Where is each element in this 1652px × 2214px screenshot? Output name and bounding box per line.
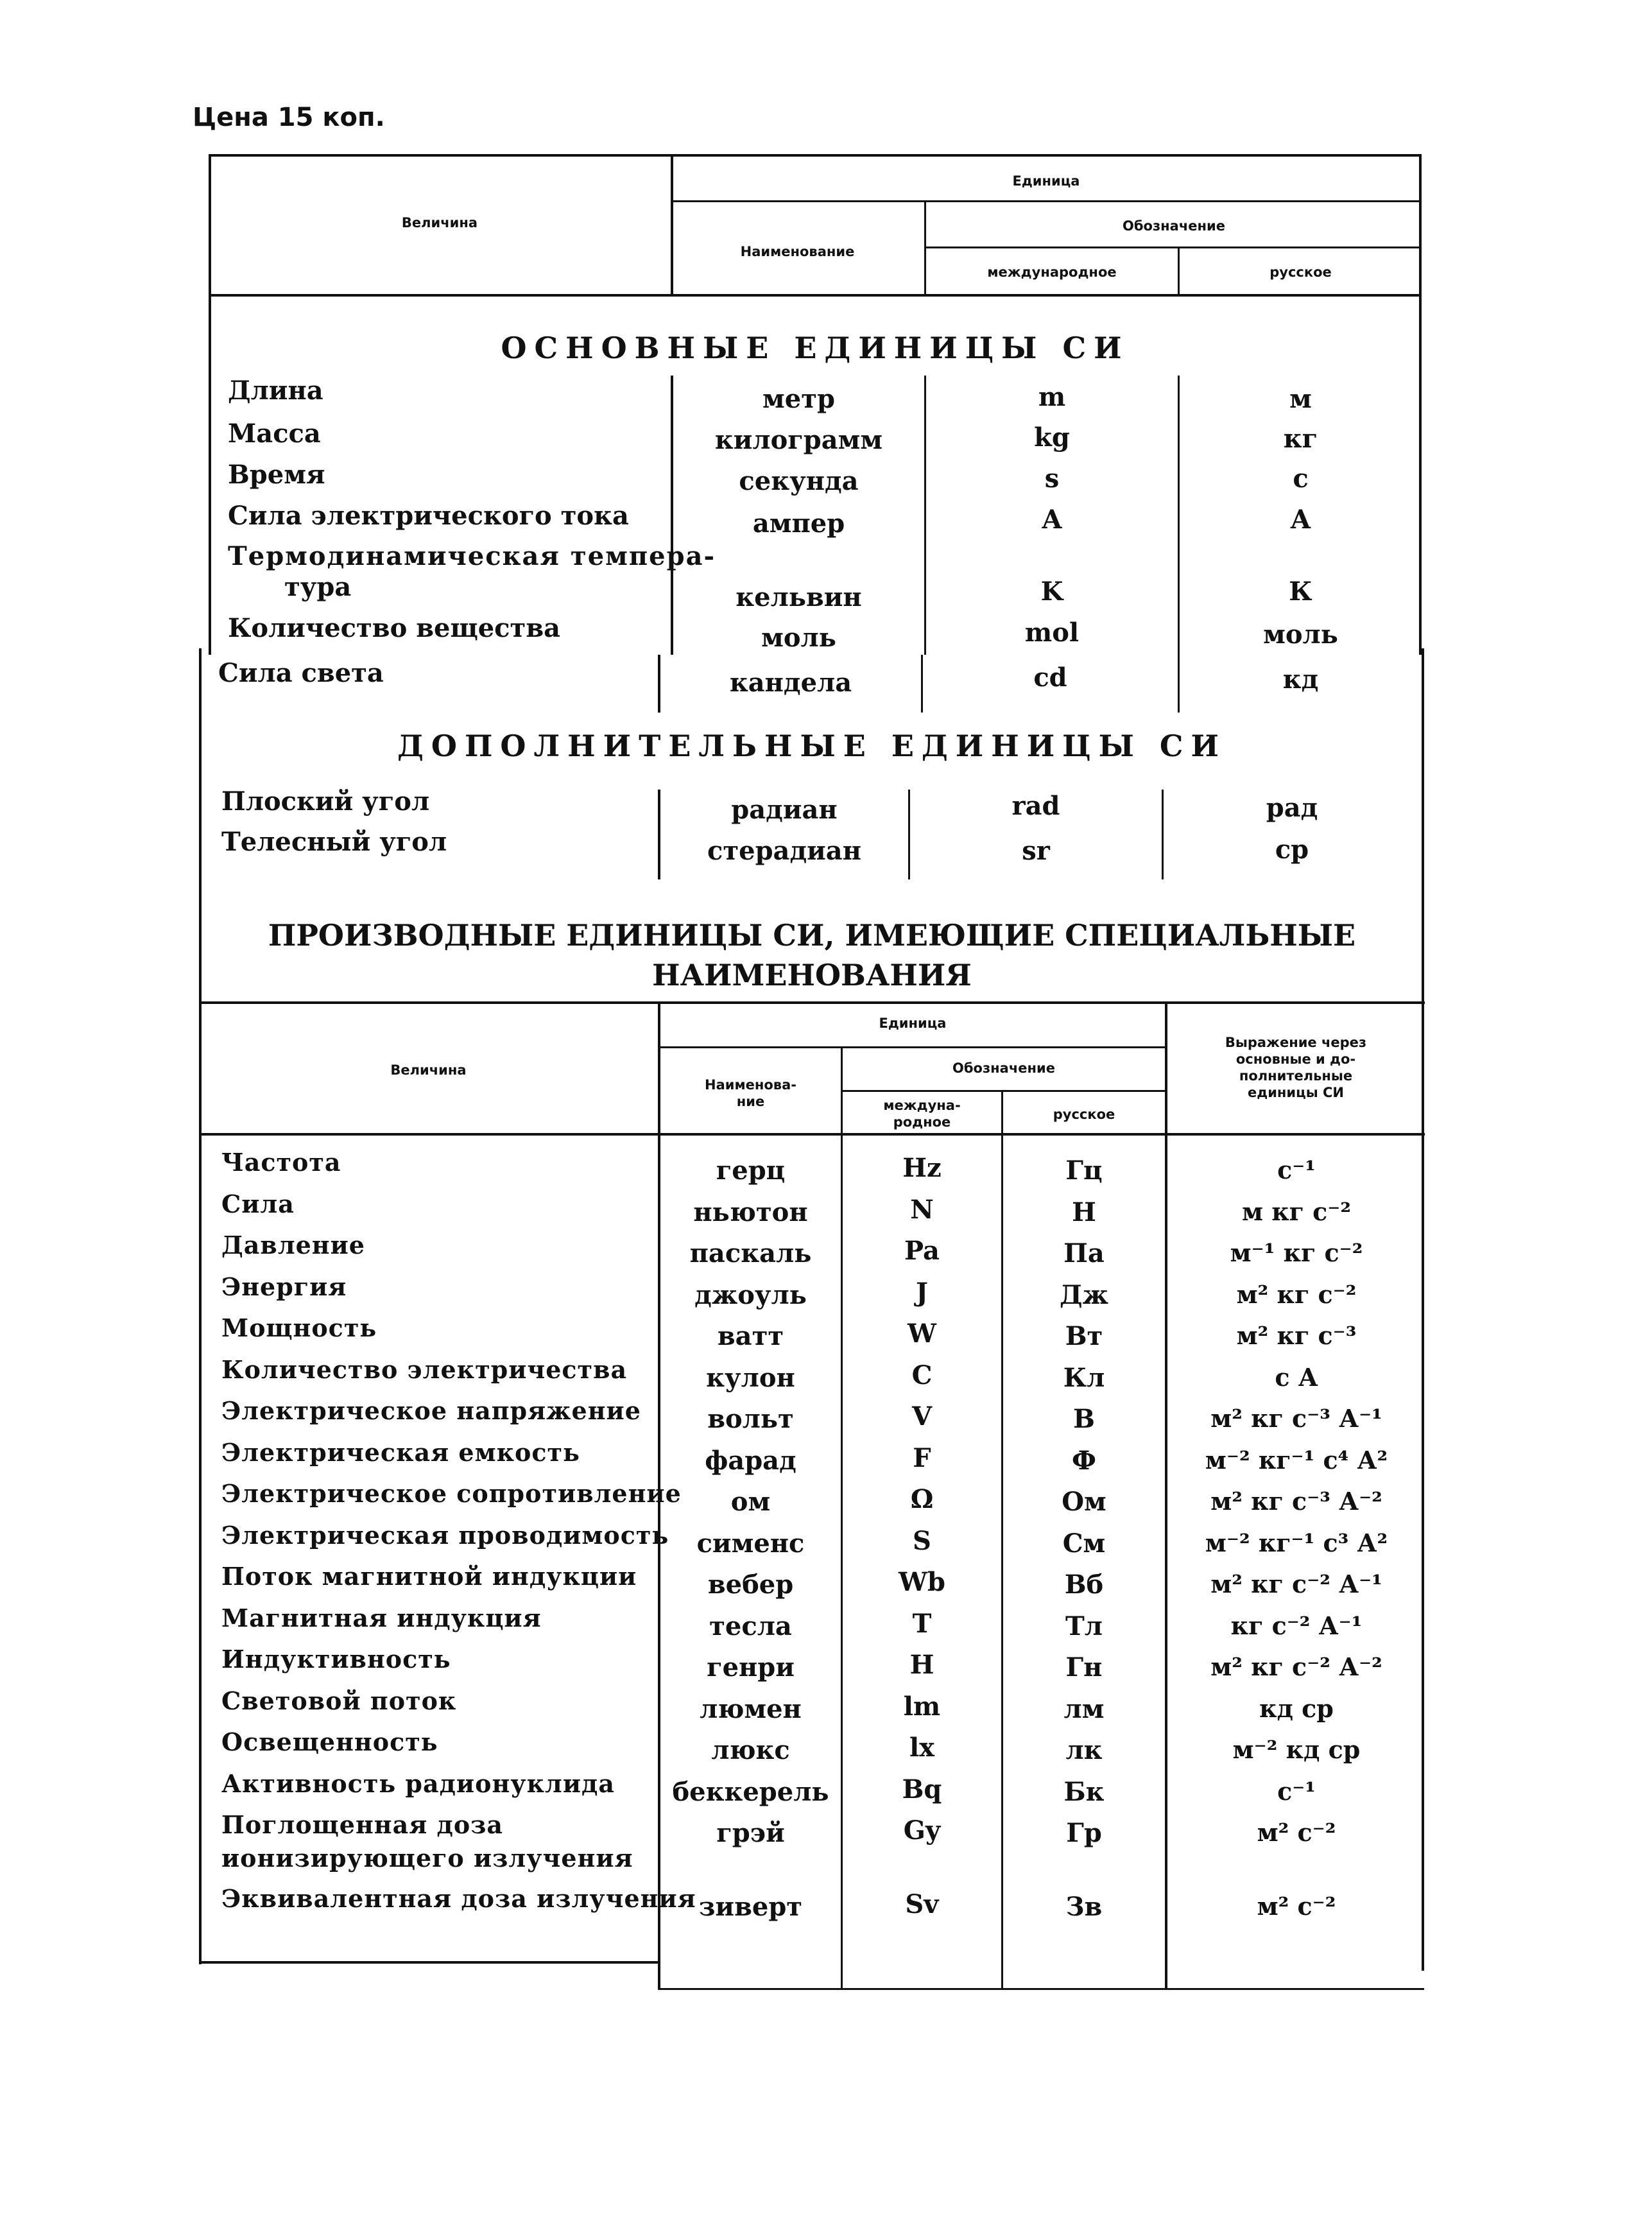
row-label: Давление xyxy=(221,1231,365,1259)
unit-intl: H xyxy=(909,1650,934,1680)
unit-expression: м² с⁻² xyxy=(1257,1891,1336,1921)
unit-rus: рад xyxy=(1266,793,1318,823)
row-label: Масса xyxy=(228,419,321,449)
unit-intl: mol xyxy=(1024,618,1080,648)
unit-rus: кд xyxy=(1282,664,1319,695)
unit-name: вольт xyxy=(707,1404,794,1434)
header-designation: Обозначение xyxy=(1123,218,1225,234)
header-russian: русское xyxy=(1269,264,1332,280)
row-label: Эквивалентная доза излучения xyxy=(221,1883,696,1913)
unit-expression: с А xyxy=(1275,1362,1318,1392)
section-basic-title: ОСНОВНЫЕ ЕДИНИЦЫ СИ xyxy=(501,331,1130,365)
unit-rus: Зв xyxy=(1065,1891,1103,1922)
unit-name: грэй xyxy=(716,1818,785,1848)
row-label: Время xyxy=(228,460,325,490)
row-label: Индуктивность xyxy=(221,1645,451,1673)
unit-expression: м⁻¹ кг с⁻² xyxy=(1230,1238,1363,1267)
row-label: Сила xyxy=(221,1189,295,1218)
unit-expression: с⁻¹ xyxy=(1277,1776,1316,1806)
unit-rus: лк xyxy=(1065,1735,1103,1765)
unit-name: герц xyxy=(716,1155,786,1186)
row-label: Электрическое сопротивление xyxy=(221,1479,682,1508)
unit-name: ом xyxy=(730,1487,771,1517)
unit-intl: F xyxy=(913,1442,931,1473)
unit-name: ватт xyxy=(717,1321,784,1351)
unit-intl: J xyxy=(916,1277,928,1308)
price-label: Цена 15 коп. xyxy=(193,103,385,132)
unit-rus: Вт xyxy=(1065,1321,1103,1351)
unit-name: паскаль xyxy=(689,1238,812,1268)
unit-intl: S xyxy=(913,1525,931,1556)
row-label: Длина xyxy=(228,376,323,406)
unit-rus: Гц xyxy=(1065,1155,1103,1186)
header-expr-l4: единицы СИ xyxy=(1248,1085,1344,1100)
row-label: Сила света xyxy=(218,658,384,688)
header-expr-l2: основные и до- xyxy=(1235,1051,1356,1067)
header-unit: Единица xyxy=(1012,173,1080,189)
unit-rus: Гр xyxy=(1066,1818,1102,1848)
unit-name: беккерель xyxy=(672,1776,829,1807)
row-label: Плоский угол xyxy=(221,786,430,817)
unit-intl: s xyxy=(1044,463,1060,494)
unit-expression: м кг с⁻² xyxy=(1241,1197,1352,1226)
row-label: Частота xyxy=(221,1148,341,1177)
unit-name: генри xyxy=(707,1652,795,1682)
unit-rus: Бк xyxy=(1063,1776,1105,1807)
unit-rus: с xyxy=(1293,463,1309,494)
unit-name: фарад xyxy=(705,1445,796,1476)
unit-name: метр xyxy=(762,384,835,414)
header-quantity: Величина xyxy=(390,1062,467,1078)
unit-rus: Дж xyxy=(1060,1279,1108,1310)
unit-intl: Hz xyxy=(902,1153,942,1183)
unit-rus: Гн xyxy=(1065,1652,1103,1682)
unit-expression: кг с⁻² А⁻¹ xyxy=(1230,1611,1363,1640)
header-unit: Единица xyxy=(879,1016,947,1031)
unit-intl: Gy xyxy=(903,1815,941,1846)
derived-units-table xyxy=(199,1001,1425,1996)
unit-intl: V xyxy=(911,1401,933,1431)
unit-expression: м² кг с⁻² xyxy=(1236,1279,1357,1309)
unit-rus: Ф xyxy=(1072,1445,1096,1476)
unit-intl: W xyxy=(908,1319,936,1349)
unit-name: моль xyxy=(761,623,836,653)
header-expr-l1: Выражение через xyxy=(1225,1035,1367,1050)
unit-rus: Вб xyxy=(1064,1570,1104,1600)
basic-units-table-lower xyxy=(199,648,1425,905)
unit-expression: с⁻¹ xyxy=(1277,1155,1316,1184)
unit-expression: м⁻² кг⁻¹ с³ А² xyxy=(1205,1528,1388,1557)
unit-name: сименс xyxy=(696,1528,805,1559)
unit-rus: Ом xyxy=(1062,1487,1106,1517)
unit-rus: м xyxy=(1289,384,1312,414)
unit-intl: Sv xyxy=(905,1889,939,1919)
unit-name: ампер xyxy=(752,508,845,539)
row-label: Поток магнитной индукции xyxy=(221,1562,637,1591)
derived-title-block xyxy=(199,905,1425,1001)
unit-expression: м² кг с⁻² А⁻¹ xyxy=(1210,1570,1382,1598)
unit-expression: м² кг с⁻³ xyxy=(1236,1321,1357,1350)
row-label: Количество электричества xyxy=(221,1354,628,1384)
unit-expression: м² кг с⁻³ А⁻¹ xyxy=(1210,1404,1382,1433)
header-international: международное xyxy=(987,264,1117,280)
header-russian: русское xyxy=(1053,1107,1115,1122)
unit-rus: Тл xyxy=(1065,1611,1103,1641)
unit-rus: моль xyxy=(1263,619,1338,650)
unit-name: секунда xyxy=(739,466,859,496)
derived-title-line1: ПРОИЗВОДНЫЕ ЕДИНИЦЫ СИ, ИМЕЮЩИЕ СПЕЦИАЛЬНЫЕ xyxy=(268,918,1356,953)
header-expr-l3: полнительные xyxy=(1239,1068,1353,1084)
row-label-cont: тура xyxy=(284,572,352,602)
unit-rus: Кл xyxy=(1063,1362,1105,1393)
unit-intl: cd xyxy=(1033,662,1067,693)
unit-name: люмен xyxy=(700,1693,802,1724)
unit-expression: м² кг с⁻³ А⁻² xyxy=(1210,1487,1382,1516)
unit-intl: N xyxy=(910,1194,934,1225)
unit-name: кандела xyxy=(729,668,852,698)
unit-rus: См xyxy=(1062,1528,1106,1559)
basic-units-table xyxy=(209,154,1422,713)
header-name-l1: Наименова- xyxy=(705,1077,796,1093)
unit-intl: K xyxy=(1040,576,1063,607)
row-label: Энергия xyxy=(221,1272,347,1301)
unit-name: зиверт xyxy=(698,1891,803,1922)
unit-intl: rad xyxy=(1011,791,1060,821)
derived-title-line2: НАИМЕНОВАНИЯ xyxy=(652,958,972,992)
unit-name: тесла xyxy=(709,1611,792,1641)
unit-rus: К xyxy=(1289,576,1312,607)
unit-name: ньютон xyxy=(693,1197,808,1227)
row-label: Освещенность xyxy=(221,1727,438,1756)
unit-expression: кд ср xyxy=(1259,1693,1334,1723)
section-additional-title: ДОПОЛНИТЕЛЬНЫЕ ЕДИНИЦЫ СИ xyxy=(397,729,1226,763)
unit-rus: А xyxy=(1290,505,1311,535)
unit-expression: м⁻² кг⁻¹ с⁴ А² xyxy=(1205,1445,1388,1475)
header-name-l2: ние xyxy=(736,1094,765,1109)
row-label: Телесный угол xyxy=(221,827,447,857)
unit-rus: кг xyxy=(1283,424,1318,454)
row-label: Сила электрического тока xyxy=(228,501,629,531)
unit-intl: A xyxy=(1042,505,1062,535)
unit-intl: T xyxy=(912,1608,932,1639)
unit-rus: Па xyxy=(1063,1238,1105,1268)
header-name: Наименование xyxy=(740,244,855,259)
row-label: Магнитная индукция xyxy=(221,1603,542,1632)
row-label: Активность радионуклида xyxy=(221,1769,615,1798)
header-designation: Обозначение xyxy=(952,1060,1055,1076)
unit-name: кельвин xyxy=(736,582,862,612)
row-label: Световой поток xyxy=(221,1686,457,1715)
unit-intl: kg xyxy=(1034,422,1070,453)
unit-name: стерадиан xyxy=(707,836,861,866)
unit-intl: Wb xyxy=(899,1567,945,1597)
unit-rus: Н xyxy=(1072,1197,1096,1227)
unit-name: джоуль xyxy=(694,1279,807,1310)
row-label: Электрическое напряжение xyxy=(221,1396,641,1425)
row-label: Мощность xyxy=(221,1313,377,1342)
unit-intl: lx xyxy=(909,1733,935,1763)
unit-expression: м² кг с⁻² А⁻² xyxy=(1210,1652,1382,1681)
unit-name: килограмм xyxy=(714,425,883,455)
unit-intl: lm xyxy=(903,1691,941,1722)
unit-rus: лм xyxy=(1063,1693,1105,1724)
unit-name: вебер xyxy=(707,1570,794,1600)
header-intl-l1: междуна- xyxy=(883,1098,961,1113)
unit-expression: м⁻² кд ср xyxy=(1232,1735,1361,1764)
row-label: Термодинамическая темпера- xyxy=(228,541,716,571)
unit-expression: м² с⁻² xyxy=(1257,1818,1336,1847)
unit-name: радиан xyxy=(731,795,838,825)
row-label: Электрическая проводимость xyxy=(221,1520,669,1550)
row-label: Количество вещества xyxy=(228,613,561,643)
row-label: Поглощенная доза xyxy=(221,1810,504,1839)
unit-intl: C xyxy=(911,1360,933,1390)
unit-intl: Bq xyxy=(902,1774,942,1804)
unit-name: кулон xyxy=(706,1362,795,1393)
header-quantity: Величина xyxy=(401,215,478,230)
unit-rus: В xyxy=(1073,1404,1095,1434)
row-label-cont: ионизирующего излучения xyxy=(221,1844,633,1872)
unit-intl: Pa xyxy=(904,1236,940,1266)
header-intl-l2: родное xyxy=(893,1114,951,1130)
unit-intl: Ω xyxy=(910,1484,934,1514)
row-label: Электрическая емкость xyxy=(221,1437,580,1467)
unit-name: люкс xyxy=(711,1735,790,1765)
unit-intl: sr xyxy=(1022,836,1050,866)
unit-intl: m xyxy=(1038,382,1066,412)
unit-rus: ср xyxy=(1275,835,1309,865)
